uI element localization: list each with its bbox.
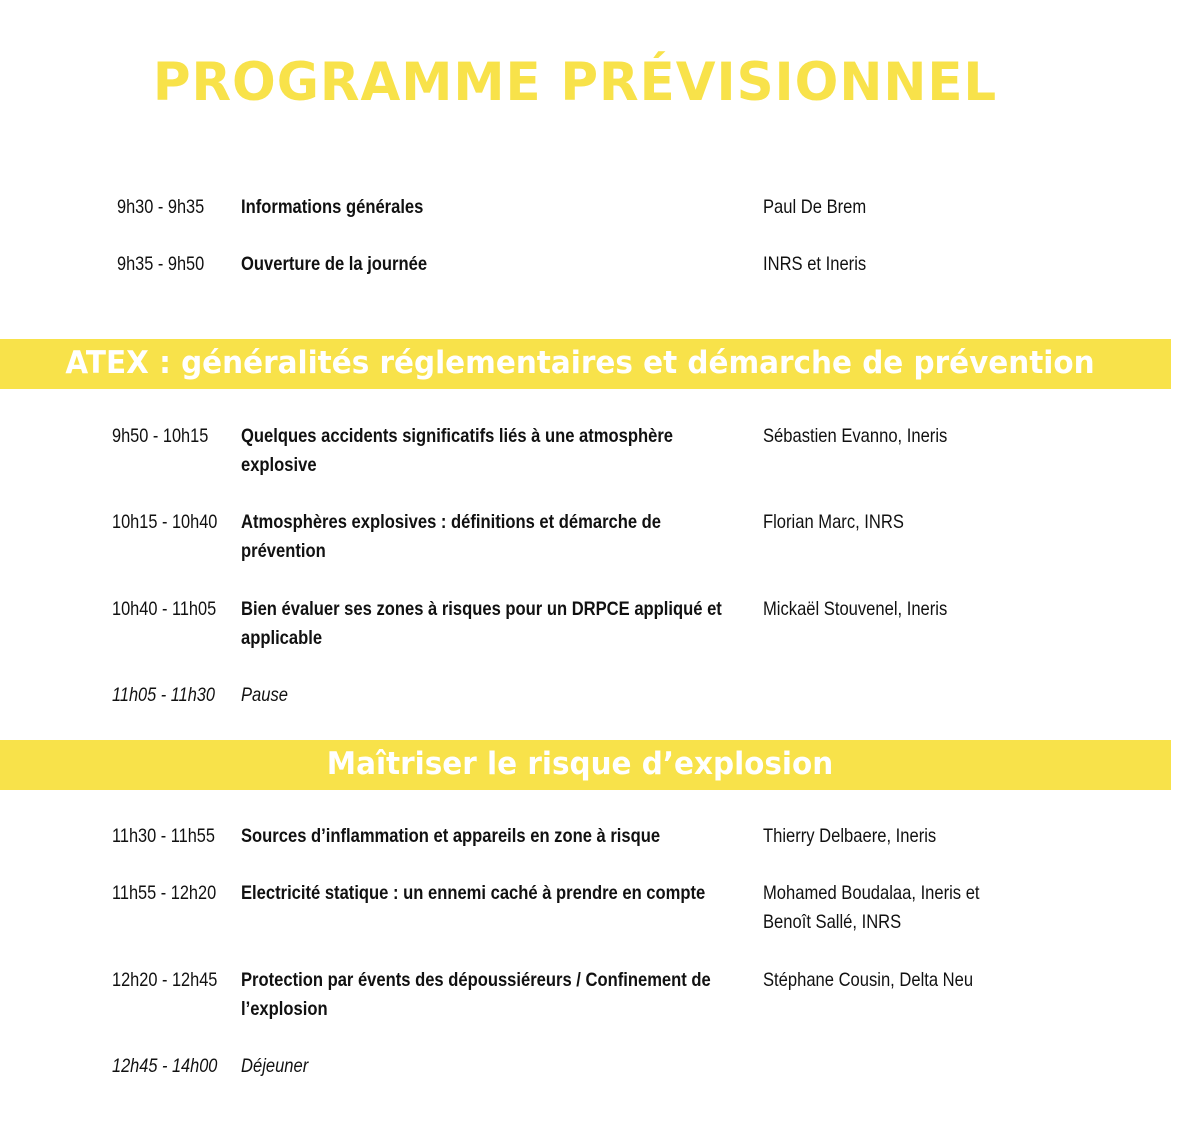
session-time: 9h50 - 10h15 <box>112 426 209 447</box>
session-time: 10h15 - 10h40 <box>112 512 218 533</box>
session-topic: Pause <box>241 684 289 706</box>
session-topic: Bien évaluer ses zones à risques pour un DRPCE appliqué et applicable <box>241 598 722 649</box>
session-speaker: Florian Marc, INRS <box>763 511 904 533</box>
session-speaker: Sébastien Evanno, Ineris <box>763 425 948 447</box>
section-heading: Maîtriser le risque d’explosion <box>326 746 834 782</box>
session-speaker: Mickaël Stouvenel, Ineris <box>763 598 948 620</box>
session-topic: Protection par évents des dépoussiéreurs / Confinement de l’explosion <box>241 969 711 1020</box>
section-banner <box>0 339 1171 389</box>
session-topic: Electricité statique : un ennemi caché à prendre en compte <box>241 882 706 904</box>
session-time: 12h20 - 12h45 <box>112 970 218 991</box>
session-speaker: INRS et Ineris <box>763 253 867 275</box>
session-time: 9h35 - 9h50 <box>117 254 205 275</box>
section-banner <box>0 740 1171 790</box>
session-time: 11h30 - 11h55 <box>112 826 215 847</box>
page-title: PROGRAMME PRÉVISIONNEL <box>152 52 998 113</box>
session-time: 11h05 - 11h30 <box>112 685 215 706</box>
session-topic: Sources d’inflammation et appareils en zone à risque <box>241 825 661 847</box>
session-topic: Informations générales <box>241 196 424 218</box>
session-speaker: Thierry Delbaere, Ineris <box>763 825 937 847</box>
section-heading: ATEX : généralités réglementaires et démarche de prévention <box>65 345 1095 381</box>
session-speaker: Stéphane Cousin, Delta Neu <box>763 969 974 991</box>
session-topic: Quelques accidents significatifs liés à une atmosphère explosive <box>241 425 674 476</box>
session-topic: Atmosphères explosives : définitions et démarche de prévention <box>241 511 662 562</box>
session-speaker: Mohamed Boudalaa, Ineris et Benoît Sallé, INRS <box>763 882 980 933</box>
session-speaker: Paul De Brem <box>763 196 867 218</box>
session-time: 10h40 - 11h05 <box>112 599 217 620</box>
session-time: 12h45 - 14h00 <box>112 1056 218 1077</box>
session-topic: Déjeuner <box>241 1055 309 1077</box>
session-time: 9h30 - 9h35 <box>117 197 205 218</box>
session-topic: Ouverture de la journée <box>241 253 428 275</box>
session-time: 11h55 - 12h20 <box>112 883 217 904</box>
